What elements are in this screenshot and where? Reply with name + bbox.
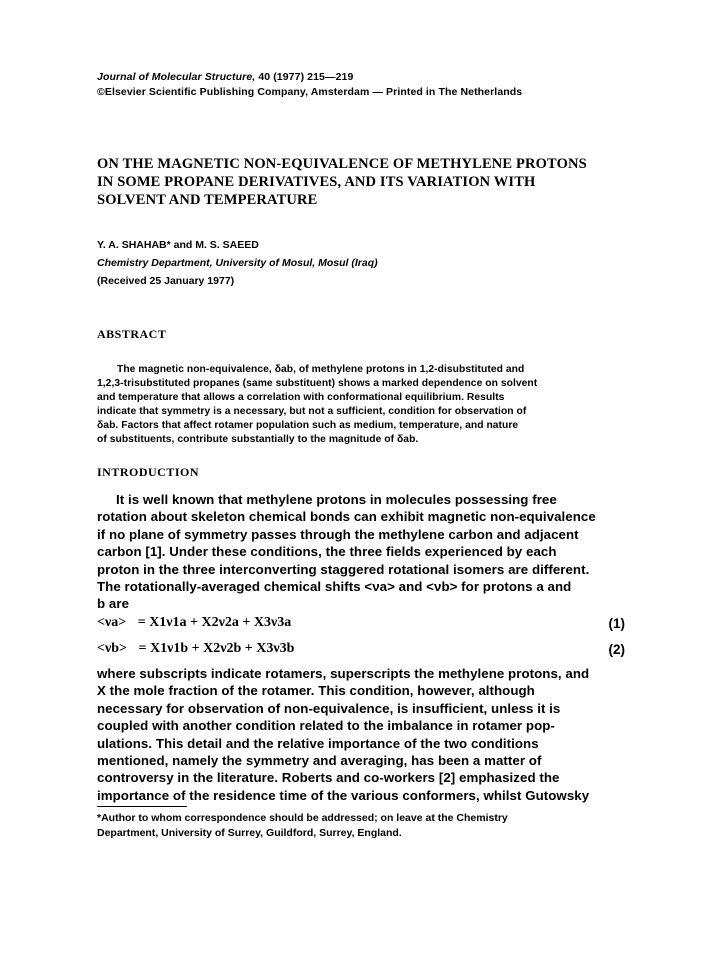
article-title (97, 155, 657, 209)
equation-rhs: = X1ν1b + X2ν2b + X3ν3b (138, 641, 295, 656)
footnote-rule (97, 806, 187, 807)
journal-header (97, 70, 657, 100)
body-line: ulations. This detail and the relative importance of the two conditions (97, 735, 539, 751)
equation-number: (1) (608, 616, 625, 631)
journal-name: Journal of Molecular Structure, (97, 71, 256, 83)
journal-citation (97, 70, 657, 85)
body-line: mentioned, namely the symmetry and averaging, has been a matter of (97, 753, 542, 769)
title-line: IN SOME PROPANE DERIVATIVES, AND ITS VARIATION WITH (97, 174, 536, 190)
body-line: where subscripts indicate rotamers, superscripts the methylene protons, and (97, 666, 590, 681)
body-line: rotation about skeleton chemical bonds can exhibit magnetic non-equivalence (97, 509, 596, 525)
introduction-text-2 (97, 665, 657, 804)
title-line: SOLVENT AND TEMPERATURE (97, 192, 318, 208)
journal-volume-pages: 40 (1977) 215—219 (255, 71, 354, 83)
abstract-line: of substituents, contribute substantially to the magnitude of δab. (97, 434, 419, 445)
abstract-line: and temperature that allows a correlation with conformational equilibrium. Results (97, 392, 505, 403)
body-line: importance of the residence time of the various conformers, whilst Gutowsky (97, 787, 590, 803)
equation-lhs: <νb> (97, 641, 127, 656)
equation-1 (97, 615, 291, 631)
abstract-line: indicate that symmetry is a necessary, but not a sufficient, condition for observation of (97, 406, 527, 417)
affiliation: Chemistry Department, University of Mosul, Mosul (Iraq) (97, 257, 378, 269)
abstract-line: 1,2,3-trisubstituted propanes (same substituent) shows a marked dependence on solvent (97, 378, 538, 389)
abstract-text (97, 363, 657, 447)
equation-rhs: = X1ν1a + X2ν2a + X3ν3a (137, 615, 292, 630)
body-line: controversy in the literature. Roberts and co-workers [2] emphasized the (97, 770, 560, 786)
body-line: necessary for observation of non-equivalence, is insufficient, unless it is (97, 700, 561, 716)
equation-lhs: <νa> (97, 615, 127, 630)
body-line: X the mole fraction of the rotamer. This condition, however, although (97, 683, 535, 699)
author-block (97, 237, 657, 290)
abstract-line: δab. Factors that affect rotamer population such as medium, temperature, and nature (97, 420, 519, 431)
authors: Y. A. SHAHAB* and M. S. SAEED (97, 239, 259, 251)
introduction-heading: INTRODUCTION (97, 465, 200, 479)
body-line: coupled with another condition related to the imbalance in rotamer pop- (97, 718, 555, 734)
body-line: proton in the three interconverting staggered rotational isomers are different. (97, 561, 590, 577)
body-line: if no plane of symmetry passes through the methylene carbon and adjacent (97, 526, 579, 542)
footnote-line: *Author to whom correspondence should be addressed; on leave at the Chemistry (97, 812, 508, 824)
title-line: ON THE MAGNETIC NON-EQUIVALENCE OF METHYLENE PROTONS (97, 156, 587, 172)
abstract-heading: ABSTRACT (97, 327, 167, 341)
body-line: b are (97, 596, 130, 612)
received-date: (Received 25 January 1977) (97, 275, 235, 287)
footnote-line: Department, University of Surrey, Guildford, Surrey, England. (97, 827, 402, 839)
equation-2 (97, 641, 294, 657)
publisher-line: ©Elsevier Scientific Publishing Company, Amsterdam — Printed in The Netherlands (97, 86, 523, 98)
body-line: It is well known that methylene protons in molecules possessing free (116, 492, 557, 507)
equation-number: (2) (608, 642, 625, 657)
body-line: The rotationally-averaged chemical shifts <νa> and <νb> for protons a and (97, 579, 572, 595)
abstract-line: The magnetic non-equivalence, δab, of methylene protons in 1,2-disubstituted and (117, 364, 525, 375)
body-line: carbon [1]. Under these conditions, the three fields experienced by each (97, 544, 557, 560)
introduction-text-1 (97, 491, 657, 613)
footnote (97, 811, 657, 841)
